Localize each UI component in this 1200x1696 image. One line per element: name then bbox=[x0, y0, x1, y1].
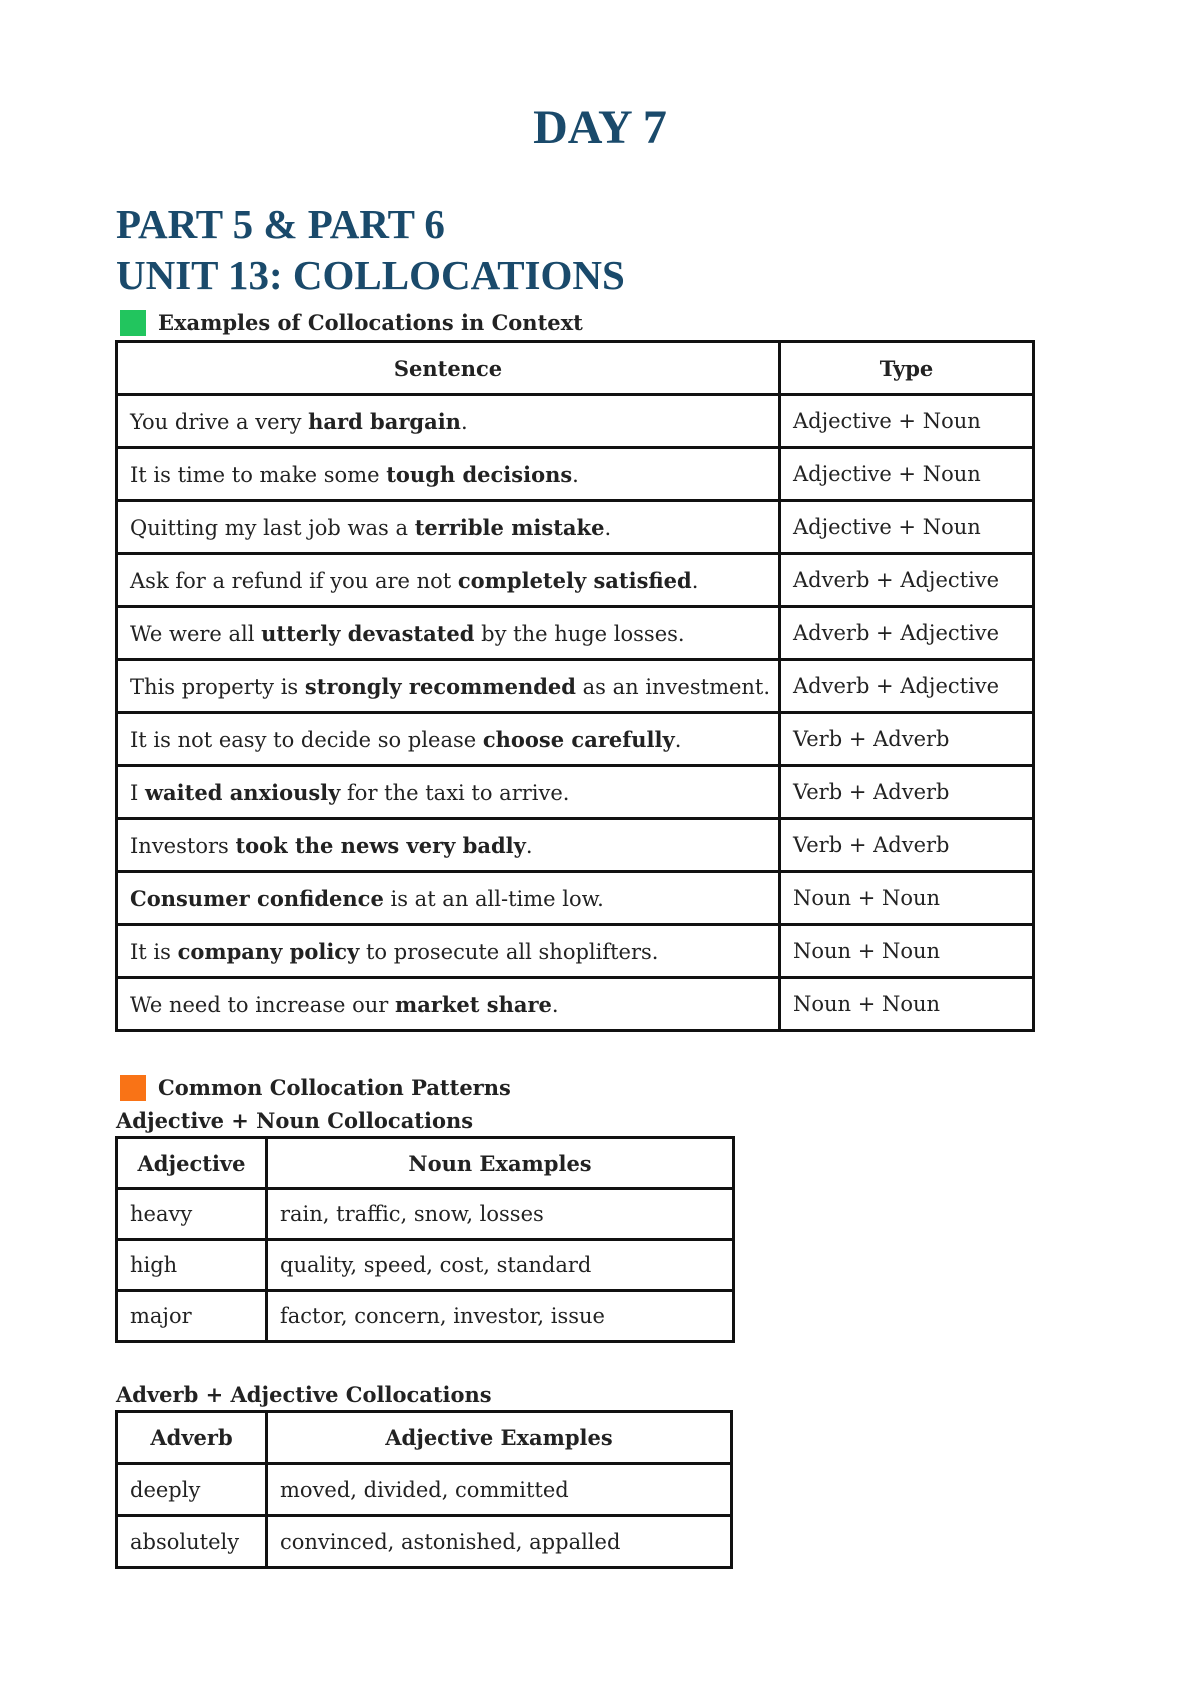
table-row bbox=[117, 448, 1034, 501]
sentence-cell bbox=[117, 660, 780, 713]
table-row bbox=[117, 713, 1034, 766]
table-row bbox=[117, 501, 1034, 554]
table-row bbox=[117, 1291, 734, 1342]
sentence-text: is at an all-time low. bbox=[383, 886, 604, 911]
adverb-cell: deeply bbox=[117, 1464, 267, 1516]
table-row bbox=[117, 554, 1034, 607]
table-row bbox=[117, 1240, 734, 1291]
sentence-text: . bbox=[674, 727, 682, 752]
column-header-adjective: Adjective bbox=[117, 1138, 267, 1189]
column-header-adverb: Adverb bbox=[117, 1412, 267, 1464]
collocation-text: company policy bbox=[177, 938, 360, 964]
table-row bbox=[117, 925, 1034, 978]
type-cell: Noun + Noun bbox=[780, 925, 1034, 978]
day-title: DAY 7 bbox=[533, 101, 667, 154]
collocation-text: hard bargain bbox=[308, 408, 461, 434]
sentence-text: . bbox=[460, 409, 468, 434]
sentence-text: We were all bbox=[130, 621, 262, 646]
adverb-cell: absolutely bbox=[117, 1516, 267, 1568]
type-cell: Adverb + Adjective bbox=[780, 660, 1034, 713]
type-cell: Verb + Adverb bbox=[780, 766, 1034, 819]
sentence-text: for the taxi to arrive. bbox=[340, 780, 570, 805]
examples-heading-text: Examples of Collocations in Context bbox=[158, 310, 583, 335]
sentence-text: Investors bbox=[130, 833, 236, 858]
sentence-text: Ask for a refund if you are not bbox=[130, 568, 458, 593]
table-row bbox=[117, 766, 1034, 819]
noun-examples-cell: factor, concern, investor, issue bbox=[267, 1291, 734, 1342]
examples-table bbox=[115, 340, 1035, 1032]
sentence-text: It is time to make some bbox=[130, 462, 387, 487]
table-row bbox=[117, 607, 1034, 660]
patterns-heading bbox=[120, 1074, 511, 1102]
sentence-cell bbox=[117, 978, 780, 1031]
table-row bbox=[117, 1464, 732, 1516]
column-header-type: Type bbox=[780, 342, 1034, 395]
collocation-text: took the news very badly bbox=[235, 832, 526, 858]
type-cell: Verb + Adverb bbox=[780, 713, 1034, 766]
adv-adj-table bbox=[115, 1410, 733, 1569]
unit-title: UNIT 13: COLLOCATIONS bbox=[116, 252, 625, 298]
sentence-text: You drive a very bbox=[130, 409, 309, 434]
adjective-cell: heavy bbox=[117, 1189, 267, 1240]
orange-square-icon bbox=[120, 1075, 146, 1101]
adjective-examples-cell: convinced, astonished, appalled bbox=[267, 1516, 732, 1568]
type-cell: Noun + Noun bbox=[780, 978, 1034, 1031]
sentence-cell bbox=[117, 501, 780, 554]
table-row bbox=[117, 660, 1034, 713]
noun-examples-cell: quality, speed, cost, standard bbox=[267, 1240, 734, 1291]
sentence-cell bbox=[117, 607, 780, 660]
collocation-text: tough decisions bbox=[386, 461, 573, 487]
sentence-text: We need to increase our bbox=[130, 992, 395, 1017]
collocation-text: choose carefully bbox=[482, 726, 675, 752]
type-cell: Adverb + Adjective bbox=[780, 607, 1034, 660]
sentence-text: Quitting my last job was a bbox=[130, 515, 415, 540]
green-square-icon bbox=[120, 310, 146, 336]
part-title: PART 5 & PART 6 bbox=[116, 201, 445, 247]
collocation-text: terrible mistake bbox=[414, 514, 605, 540]
collocation-text: utterly devastated bbox=[261, 620, 475, 646]
table-row bbox=[117, 395, 1034, 448]
collocation-text: completely satisfied bbox=[457, 567, 692, 593]
adjective-cell: high bbox=[117, 1240, 267, 1291]
table-header-row bbox=[117, 1412, 732, 1464]
sentence-cell bbox=[117, 819, 780, 872]
table-row bbox=[117, 819, 1034, 872]
type-cell: Verb + Adverb bbox=[780, 819, 1034, 872]
sentence-cell bbox=[117, 766, 780, 819]
column-header-adjective-examples: Adjective Examples bbox=[267, 1412, 732, 1464]
type-cell: Adjective + Noun bbox=[780, 501, 1034, 554]
sentence-cell bbox=[117, 713, 780, 766]
type-cell: Adjective + Noun bbox=[780, 448, 1034, 501]
sentence-text: by the huge losses. bbox=[474, 621, 685, 646]
table-row bbox=[117, 1516, 732, 1568]
sentence-text: . bbox=[604, 515, 612, 540]
table-row bbox=[117, 978, 1034, 1031]
adv-adj-title: Adverb + Adjective Collocations bbox=[116, 1382, 492, 1407]
sentence-text: It is bbox=[130, 939, 178, 964]
sentence-text: as an investment. bbox=[575, 674, 771, 699]
table-header-row bbox=[117, 342, 1034, 395]
table-row bbox=[117, 872, 1034, 925]
column-header-sentence: Sentence bbox=[117, 342, 780, 395]
sentence-cell bbox=[117, 554, 780, 607]
sentence-text: to prosecute all shoplifters. bbox=[359, 939, 659, 964]
patterns-heading-text: Common Collocation Patterns bbox=[158, 1075, 511, 1100]
sentence-text: . bbox=[525, 833, 533, 858]
type-cell: Adjective + Noun bbox=[780, 395, 1034, 448]
adj-noun-title: Adjective + Noun Collocations bbox=[116, 1108, 474, 1133]
sentence-text: . bbox=[691, 568, 699, 593]
table-header-row bbox=[117, 1138, 734, 1189]
sentence-text: I bbox=[130, 780, 145, 805]
adjective-cell: major bbox=[117, 1291, 267, 1342]
sentence-text: . bbox=[572, 462, 579, 487]
examples-heading bbox=[120, 309, 583, 337]
collocation-text: strongly recommended bbox=[304, 673, 576, 699]
collocation-text: waited anxiously bbox=[144, 779, 341, 805]
adj-noun-table bbox=[115, 1136, 735, 1343]
noun-examples-cell: rain, traffic, snow, losses bbox=[267, 1189, 734, 1240]
sentence-cell bbox=[117, 395, 780, 448]
table-row bbox=[117, 1189, 734, 1240]
collocation-text: Consumer confidence bbox=[130, 885, 384, 911]
column-header-noun-examples: Noun Examples bbox=[267, 1138, 734, 1189]
sentence-cell bbox=[117, 448, 780, 501]
adjective-examples-cell: moved, divided, committed bbox=[267, 1464, 732, 1516]
sentence-text: . bbox=[551, 992, 559, 1017]
sentence-text: It is not easy to decide so please bbox=[130, 727, 483, 752]
sentence-cell bbox=[117, 925, 780, 978]
type-cell: Adverb + Adjective bbox=[780, 554, 1034, 607]
sentence-text: This property is bbox=[130, 674, 305, 699]
collocation-text: market share bbox=[394, 991, 552, 1017]
sentence-cell bbox=[117, 872, 780, 925]
type-cell: Noun + Noun bbox=[780, 872, 1034, 925]
